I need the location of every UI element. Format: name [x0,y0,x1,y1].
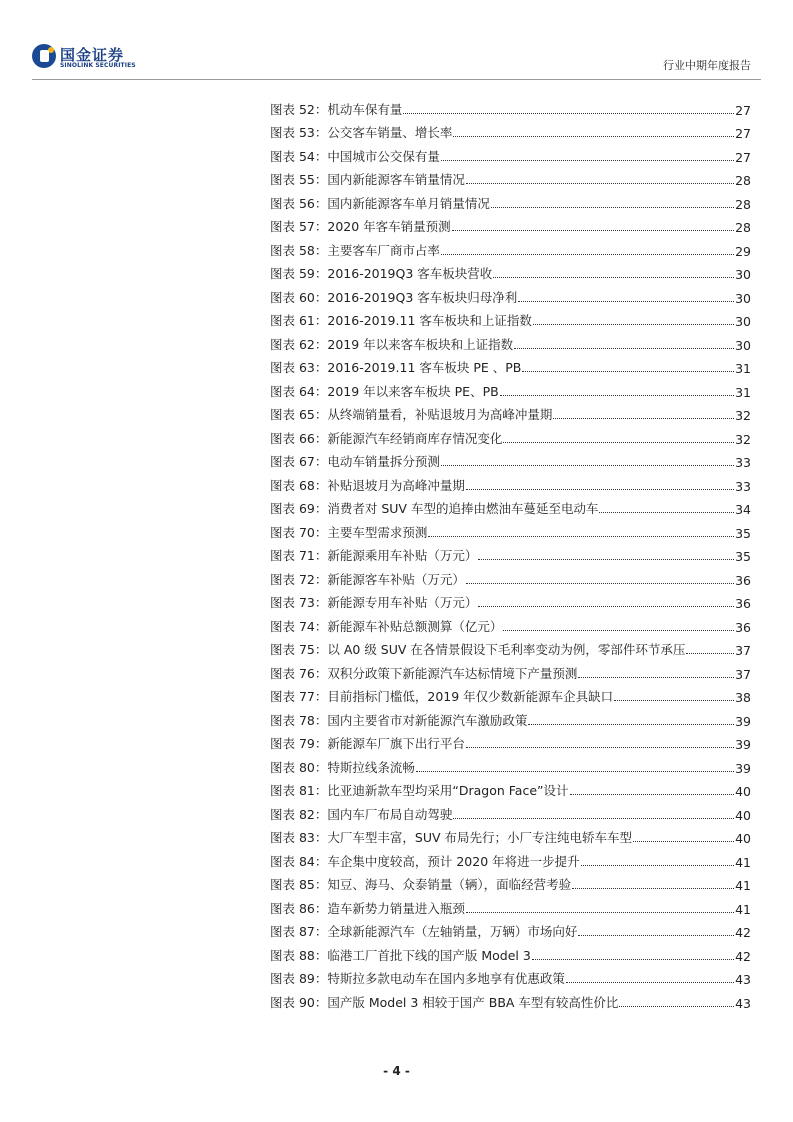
toc-dot-leader [581,865,734,866]
toc-entry-title: 图表 67：电动车销量拆分预测 [270,454,440,469]
toc-dot-leader [478,559,734,560]
toc-entry-title: 图表 69：消费者对 SUV 车型的追捧由燃油车蔓延至电动车 [270,501,599,516]
toc-entry-page: 30 [735,314,751,329]
toc-entry-page: 30 [735,337,751,353]
toc-entry-title: 图表 55：国内新能源客车销量情况 [270,172,465,187]
toc-entry-page: 43 [735,995,751,1011]
toc-entry[interactable] [270,729,751,753]
toc-dot-leader [528,724,734,725]
header-divider [32,79,761,80]
toc-entry[interactable] [270,188,751,212]
toc-entry-title: 图表 83：大厂车型丰富，SUV 布局先行；小厂专注纯电轿车车型 [270,830,632,845]
toc-entry-page: 28 [735,220,751,235]
toc-dot-leader [466,747,734,748]
toc-entry-page: 40 [735,784,751,799]
toc-entry[interactable] [270,376,751,400]
toc-entry-page: 32 [735,431,751,447]
toc-entry[interactable] [270,846,751,870]
toc-entry[interactable] [270,235,751,259]
toc-entry-title: 图表 70：主要车型需求预测 [270,524,428,540]
toc-entry-page: 33 [735,455,751,470]
toc-entry-title: 图表 74：新能源车补贴总额测算（亿元） [270,618,503,634]
toc-dot-leader [599,512,734,513]
toc-entry-title: 图表 88：临港工厂首批下线的国产版 Model 3 [270,947,531,963]
toc-entry[interactable] [270,987,751,1011]
toc-entry-page: 36 [735,619,751,635]
toc-entry-page: 35 [735,549,751,564]
toc-entry-title: 图表 65：从终端销量看，补贴退坡月为高峰冲量期 [270,407,553,422]
toc-entry[interactable] [270,940,751,964]
toc-dot-leader [532,959,734,960]
toc-entry[interactable] [270,94,751,118]
toc-dot-leader [578,935,734,936]
toc-entry[interactable] [270,682,751,706]
toc-dot-leader [570,794,735,795]
toc-entry[interactable] [270,658,751,682]
toc-entry-title: 图表 56：国内新能源客车单月销量情况 [270,195,490,211]
toc-entry-title: 图表 77：目前指标门槛低，2019 年仅少数新能源车企具缺口 [270,689,614,704]
toc-dot-leader [572,888,734,889]
toc-entry-page: 40 [735,807,751,823]
toc-entry-page: 35 [735,525,751,541]
toc-entry-page: 28 [735,173,751,188]
toc-entry-title: 图表 79：新能源车厂旗下出行平台 [270,736,465,751]
toc-entry-page: 30 [735,290,751,306]
toc-dot-leader [566,982,734,983]
toc-entry[interactable] [270,776,751,800]
toc-dot-leader [619,1006,734,1007]
toc-entry-title: 图表 57：2020 年客车销量预测 [270,219,451,234]
toc-dot-leader [466,489,734,490]
toc-entry-title: 图表 68：补贴退坡月为高峰冲量期 [270,477,465,493]
logo-chinese-name: 国金证券 [60,46,125,64]
toc-entry-title: 图表 53：公交客车销量、增长率 [270,125,453,140]
toc-entry-title: 图表 86：造车新势力销量进入瓶颈 [270,900,465,916]
toc-entry[interactable] [270,470,751,494]
toc-entry-page: 41 [735,878,751,893]
toc-dot-leader [578,677,734,678]
toc-dot-leader [503,442,734,443]
toc-entry-page: 37 [735,643,751,658]
toc-entry-page: 32 [735,408,751,423]
toc-entry-page: 29 [735,243,751,259]
logo-english-name: SINOLINK SECURITIES [60,62,136,69]
toc-entry-title: 图表 71：新能源乘用车补贴（万元） [270,548,478,563]
toc-entry[interactable] [270,611,751,635]
toc-entry[interactable] [270,282,751,306]
toc-dot-leader [518,301,734,302]
toc-entry-page: 38 [735,690,751,705]
toc-dot-leader [453,136,734,137]
toc-dot-leader [522,371,734,372]
toc-entry-title: 图表 82：国内车厂布局自动驾驶 [270,806,453,822]
toc-entry-page: 30 [735,267,751,282]
toc-entry-page: 28 [735,196,751,212]
toc-entry[interactable] [270,353,751,377]
table-of-figures [270,94,751,1011]
toc-entry[interactable] [270,799,751,823]
toc-dot-leader [533,324,734,325]
toc-entry-page: 43 [735,972,751,987]
toc-entry[interactable] [270,306,751,330]
toc-entry[interactable] [270,917,751,941]
toc-entry[interactable] [270,494,751,518]
page-number: - 4 - [383,1064,410,1078]
toc-entry[interactable] [270,588,751,612]
toc-dot-leader [452,230,734,231]
toc-dot-leader [614,700,734,701]
toc-dot-leader [441,254,734,255]
toc-dot-leader [466,912,734,913]
toc-entry-page: 36 [735,596,751,611]
toc-entry-title: 图表 85：知豆、海马、众泰销量（辆），面临经营考验 [270,877,572,892]
toc-entry-page: 36 [735,572,751,588]
toc-entry[interactable] [270,517,751,541]
toc-entry[interactable] [270,564,751,588]
page-header [0,0,793,80]
toc-entry-title: 图表 81：比亚迪新款车型均采用“Dragon Face”设计 [270,783,569,798]
toc-entry-page: 42 [735,948,751,964]
toc-dot-leader [478,606,734,607]
toc-dot-leader [416,771,734,772]
toc-entry-page: 31 [735,384,751,400]
toc-entry-page: 33 [735,478,751,494]
toc-entry-title: 图表 61：2016-2019.11 客车板块和上证指数 [270,313,532,328]
toc-entry-title: 图表 62：2019 年以来客车板块和上证指数 [270,336,514,352]
toc-entry[interactable] [270,870,751,894]
toc-entry-title: 图表 84：车企集中度较高，预计 2020 年将进一步提升 [270,853,580,869]
toc-entry-title: 图表 66：新能源汽车经销商库存情况变化 [270,430,503,446]
toc-entry-title: 图表 72：新能源客车补贴（万元） [270,571,465,587]
toc-dot-leader [441,160,734,161]
toc-entry-title: 图表 75：以 A0 级 SUV 在各情景假设下毛利率变动为例，零部件环节承压 [270,642,686,657]
toc-entry-title: 图表 78：国内主要省市对新能源汽车激励政策 [270,712,528,728]
toc-entry-page: 41 [735,901,751,917]
toc-entry[interactable] [270,823,751,847]
toc-entry-page: 40 [735,831,751,846]
toc-entry[interactable] [270,423,751,447]
toc-entry[interactable] [270,329,751,353]
toc-entry-title: 图表 87：全球新能源汽车（左轴销量，万辆）市场向好 [270,924,578,939]
toc-entry-title: 图表 89：特斯拉多款电动车在国内多地享有优惠政策 [270,971,565,986]
toc-entry-page: 42 [735,925,751,940]
toc-entry-page: 34 [735,502,751,517]
toc-entry[interactable] [270,141,751,165]
toc-entry-page: 39 [735,737,751,752]
toc-entry[interactable] [270,118,751,142]
toc-dot-leader [633,841,734,842]
toc-entry-title: 图表 80：特斯拉线条流畅 [270,759,415,775]
toc-entry-page: 27 [735,126,751,141]
toc-entry[interactable] [270,705,751,729]
toc-entry[interactable] [270,259,751,283]
toc-entry-title: 图表 90：国产版 Model 3 相较于国产 BBA 车型有较高性价比 [270,994,619,1010]
toc-dot-leader [466,583,734,584]
toc-entry-title: 图表 54：中国城市公交保有量 [270,148,440,164]
toc-dot-leader [686,653,734,654]
toc-dot-leader [441,465,734,466]
toc-entry-title: 图表 63：2016-2019.11 客车板块 PE 、PB [270,360,522,375]
toc-entry-page: 37 [735,666,751,682]
toc-entry-page: 27 [735,149,751,165]
toc-entry[interactable] [270,400,751,424]
toc-entry-page: 39 [735,760,751,776]
toc-dot-leader [428,536,734,537]
toc-entry[interactable] [270,893,751,917]
toc-entry-title: 图表 73：新能源专用车补贴（万元） [270,595,478,610]
toc-dot-leader [453,818,734,819]
toc-entry[interactable] [270,635,751,659]
toc-dot-leader [553,418,734,419]
toc-entry[interactable] [270,447,751,471]
toc-entry[interactable] [270,165,751,189]
report-type-label: 行业中期年度报告 [663,59,751,72]
toc-dot-leader [491,207,734,208]
company-logo [32,44,147,74]
toc-entry[interactable] [270,752,751,776]
toc-entry[interactable] [270,212,751,236]
sinolink-logo-icon [32,44,56,68]
toc-entry-title: 图表 52：机动车保有量 [270,101,403,117]
toc-entry-title: 图表 58：主要客车厂商市占率 [270,242,440,258]
toc-dot-leader [500,395,734,396]
toc-entry[interactable] [270,541,751,565]
toc-entry[interactable] [270,964,751,988]
toc-entry-title: 图表 64：2019 年以来客车板块 PE、PB [270,383,499,399]
toc-entry-page: 27 [735,102,751,118]
toc-entry-page: 31 [735,361,751,376]
toc-entry-title: 图表 76：双积分政策下新能源汽车达标情境下产量预测 [270,665,578,681]
toc-entry-title: 图表 59：2016-2019Q3 客车板块营收 [270,266,493,281]
toc-entry-page: 39 [735,713,751,729]
toc-dot-leader [403,113,734,114]
toc-dot-leader [503,630,734,631]
toc-entry-page: 41 [735,854,751,870]
toc-entry-title: 图表 60：2016-2019Q3 客车板块归母净利 [270,289,518,305]
toc-dot-leader [493,277,734,278]
toc-dot-leader [514,348,734,349]
toc-dot-leader [466,183,734,184]
